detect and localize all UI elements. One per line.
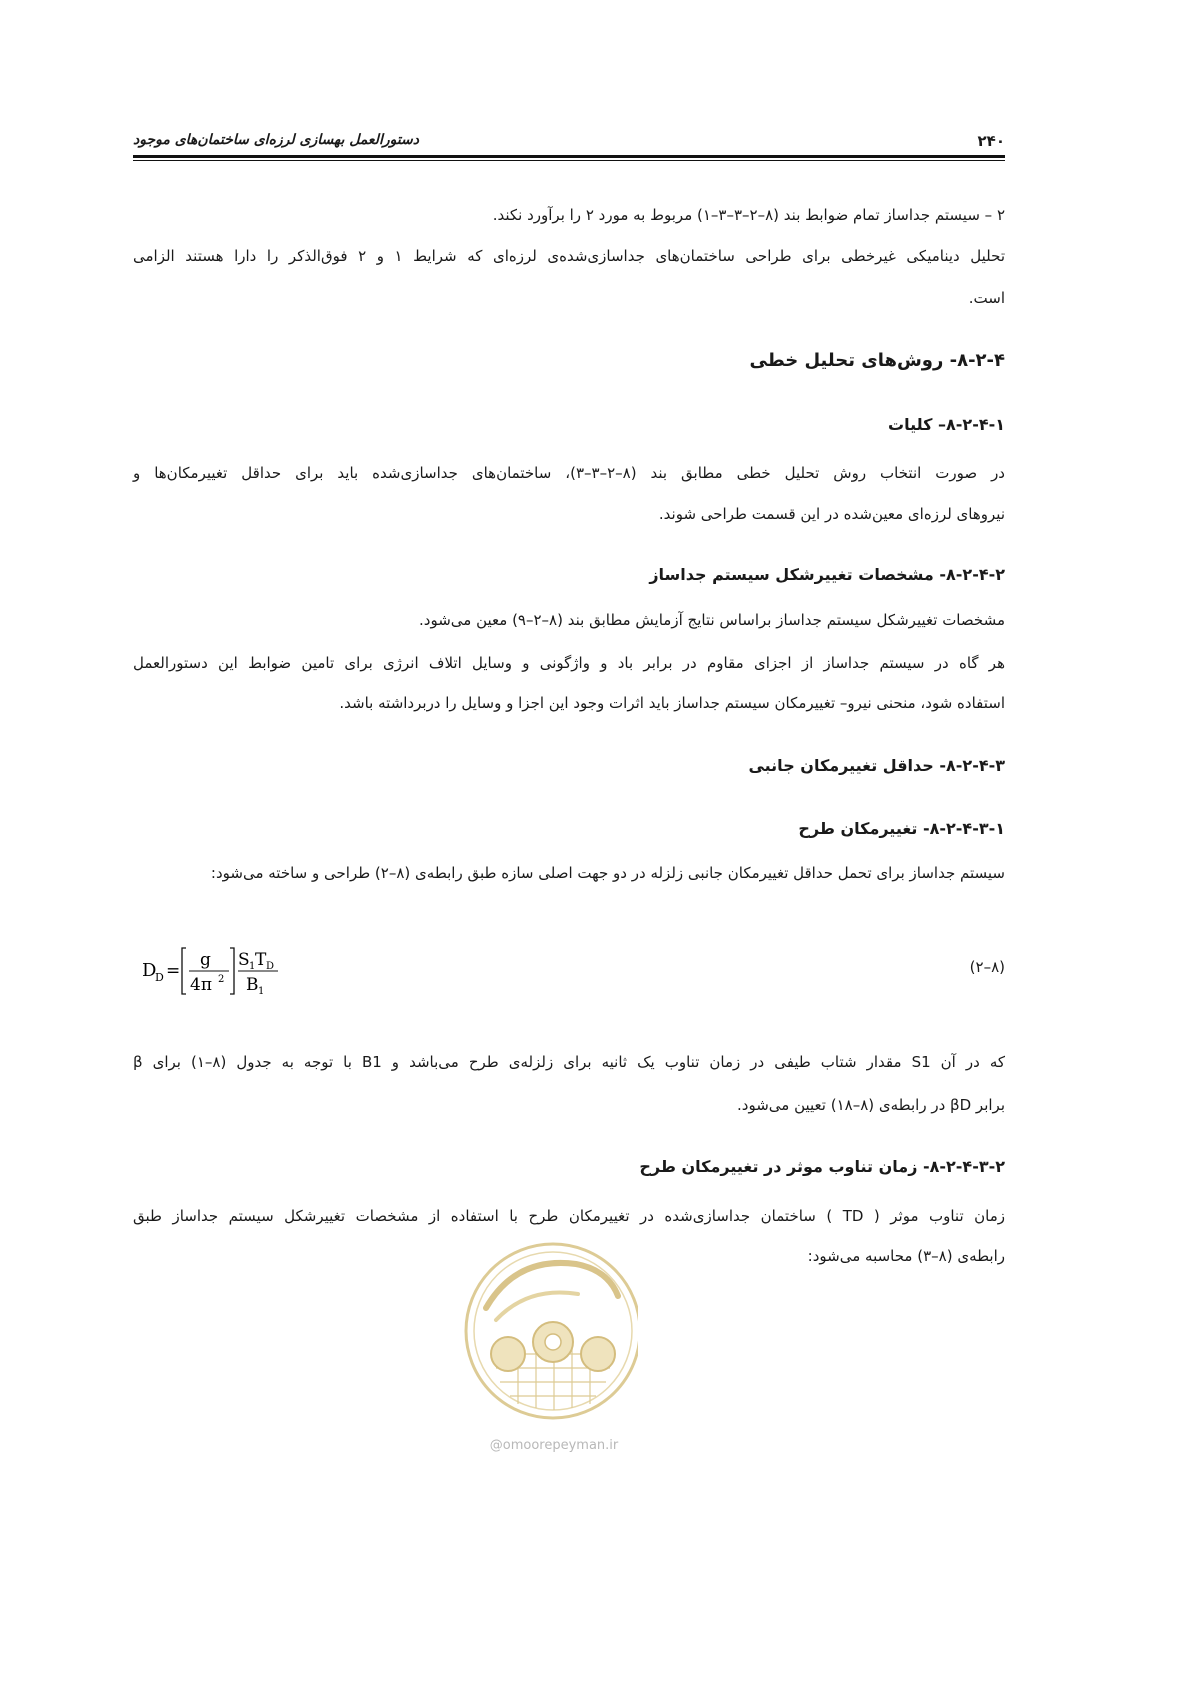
subsection-heading: ۸-۲-۴-۱– کلیات xyxy=(887,415,1005,434)
paragraph-line: هر گاه در سیستم جداساز از اجزای مقاوم در برابر باد و واژگونی و وسایل اتلاف انرژی برای تامین ضوابط این دستورالعمل xyxy=(133,654,1005,672)
subsection-heading: ۸-۲-۴-۳- حداقل تغییرمکان جانبی xyxy=(748,756,1005,775)
bracket-left xyxy=(182,948,186,994)
paragraph-line: تحلیل دینامیکی غیرخطی برای طراحی ساختمان‌های جداسازی‌شده‌ی لرزه‌ای که شرایط ۱ و ۲ فوق‌الذکر را دارا هستند الزامی xyxy=(133,247,1005,265)
eq-b-sub: 1 xyxy=(258,986,265,997)
equation-number: (۸–۲) xyxy=(969,958,1005,976)
gear-icon xyxy=(491,1337,525,1371)
eq-den-exp: 2 xyxy=(218,974,225,985)
watermark-url: @omoorepeyman.ir xyxy=(489,1438,619,1453)
running-title: دستورالعمل بهسازی لرزه‌ای ساختمان‌های موجود xyxy=(133,132,420,148)
subsection-heading: ۸-۲-۴-۳-۲- زمان تناوب موثر در تغییرمکان طرح xyxy=(639,1157,1005,1176)
eq-t: T xyxy=(255,950,267,970)
paragraph-line: مشخصات تغییرشکل سیستم جداساز براساس نتایج آزمایش مطابق بند (۸–۲–۹) معین می‌شود. xyxy=(419,611,1005,629)
subsection-heading: ۸-۲-۴-۲- مشخصات تغییرشکل سیستم جداساز xyxy=(649,565,1005,584)
paragraph-line: نیروهای لرزه‌ای معین‌شده در این قسمت طراحی شوند. xyxy=(658,505,1005,523)
paragraph-line: سیستم جداساز برای تحمل حداقل تغییرمکان جانبی زلزله در دو جهت اصلی سازه طبق رابطه‌ی (۸–۲) طراحی و ساخته می‌شود: xyxy=(210,864,1005,882)
eq-b: B xyxy=(246,975,259,995)
eq-s: S xyxy=(238,950,250,970)
equation-dd xyxy=(142,940,312,1000)
paragraph-line: که در آن S1 مقدار شتاب طیفی در زمان تناوب یک ثانیه برای زلزله‌ی طرح می‌باشد و B1 با توجه به جدول (۸–۱) برای β xyxy=(133,1053,1006,1071)
watermark-logo xyxy=(458,1236,638,1462)
paragraph-line: است. xyxy=(968,289,1005,307)
paragraph-line: ۲ – سیستم جداساز تمام ضوابط بند (۸–۲–۳–۳–۱) مربوط به مورد ۲ را برآورد نکند. xyxy=(492,206,1005,224)
eq-den-4pi: 4π xyxy=(190,975,212,995)
page-number: ۲۴۰ xyxy=(977,132,1005,150)
header-rule-thick xyxy=(133,155,1005,158)
paragraph-line: رابطه‌ی (۸–۳) محاسبه می‌شود: xyxy=(807,1247,1005,1265)
page-header xyxy=(133,126,1005,156)
paragraph-line: استفاده شود، منحنی نیرو– تغییرمکان سیستم جداساز باید اثرات وجود این اجزا و وسایل را دربرداشته باشد. xyxy=(339,694,1005,712)
eq-s-sub: 1 xyxy=(249,961,256,972)
eq-lhs: D xyxy=(142,960,157,981)
eq-lhs-sub: D xyxy=(155,971,164,984)
bracket-right xyxy=(230,948,234,994)
eq-t-sub: D xyxy=(266,961,275,972)
paragraph-line: زمان تناوب موثر ( TD ) ساختمان جداسازی‌شده در تغییرمکان طرح با استفاده از مشخصات تغییرشکل سیستم جداساز طبق xyxy=(133,1207,1005,1225)
gear-icon xyxy=(581,1337,615,1371)
eq-num-g: g xyxy=(200,950,211,970)
eq-equals: = xyxy=(166,961,181,981)
paragraph-line: در صورت انتخاب روش تحلیل خطی مطابق بند (۸–۲–۳–۳)، ساختمان‌های جداسازی‌شده باید برای حداقل تغییرمکان‌ها و xyxy=(133,464,1005,482)
paragraph-line: برابر βD در رابطه‌ی (۸–۱۸) تعیین می‌شود. xyxy=(737,1096,1005,1114)
section-heading: ۸-۲-۴- روش‌های تحلیل خطی xyxy=(749,350,1005,371)
header-rule-thin xyxy=(133,160,1005,161)
subsection-heading: ۸-۲-۴-۳-۱- تغییرمکان طرح xyxy=(798,819,1005,838)
